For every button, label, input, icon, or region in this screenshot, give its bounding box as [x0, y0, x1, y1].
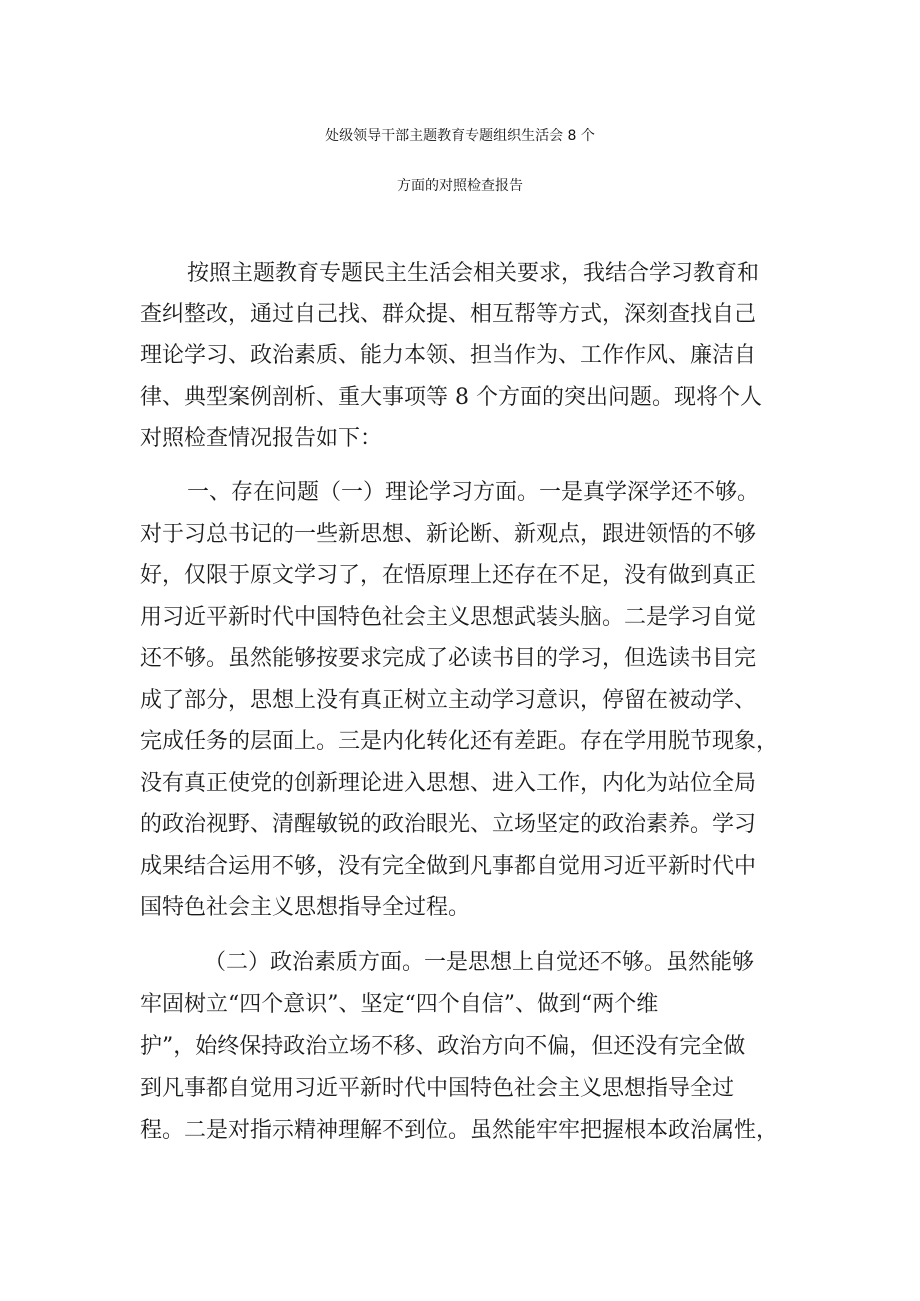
body-line: 理论学习、政治素质、能力本领、担当作为、工作作风、廉洁自 [140, 343, 757, 368]
body-line: 国特色社会主义思想指导全过程。 [140, 895, 471, 920]
body-line: 查纠整改，通过自己找、群众提、相互帮等方式，深刻查找自己 [140, 302, 757, 327]
body-line: 的政治视野、清醒敏锐的政治眼光、立场坚定的政治素养。学习 [140, 812, 757, 837]
body-line: 还不够。虽然能够按要求完成了必读书目的学习，但选读书目完 [140, 646, 757, 671]
body-line: 到凡事都自觉用习近平新时代中国特色社会主义思想指导全过 [140, 1076, 735, 1101]
body-line: 对照检查情况报告如下： [140, 426, 383, 451]
body-line: （二）政治素质方面。一是思想上自觉还不够。虽然能够 [204, 950, 755, 975]
body-line: 完成任务的层面上。三是内化转化还有差距。存在学用脱节现象， [140, 729, 779, 754]
document-title-line-2: 方面的对照检查报告 [397, 178, 523, 194]
body-line: 护”，始终保持政治立场不移、政治方向不偏，但还没有完全做 [140, 1034, 746, 1059]
body-line: 成果结合运用不够，没有完全做到凡事都自觉用习近平新时代中 [140, 854, 757, 879]
body-line: 律、典型案例剖析、重大事项等 8 个方面的突出问题。现将个人 [140, 385, 762, 410]
body-line: 用习近平新时代中国特色社会主义思想武装头脑。二是学习自觉 [140, 605, 757, 630]
body-line: 好，仅限于原文学习了，在悟原理上还存在不足，没有做到真正 [140, 563, 757, 588]
body-line: 一、存在问题（一）理论学习方面。一是真学深学还不够。 [187, 480, 760, 505]
document-title-line-1: 处级领导干部主题教育专题组织生活会 8 个 [325, 128, 595, 144]
body-line: 按照主题教育专题民主生活会相关要求，我结合学习教育和 [187, 261, 760, 286]
body-line: 牢固树立“四个意识”、坚定“四个自信”、做到“两个维 [140, 992, 659, 1017]
body-line: 对于习总书记的一些新思想、新论断、新观点，跟进领悟的不够 [140, 522, 757, 547]
body-line: 没有真正使党的创新理论进入思想、进入工作，内化为站位全局 [140, 771, 757, 796]
body-line: 成了部分，思想上没有真正树立主动学习意识，停留在被动学、 [140, 688, 757, 713]
body-line: 程。二是对指示精神理解不到位。虽然能牢牢把握根本政治属性， [140, 1118, 779, 1143]
